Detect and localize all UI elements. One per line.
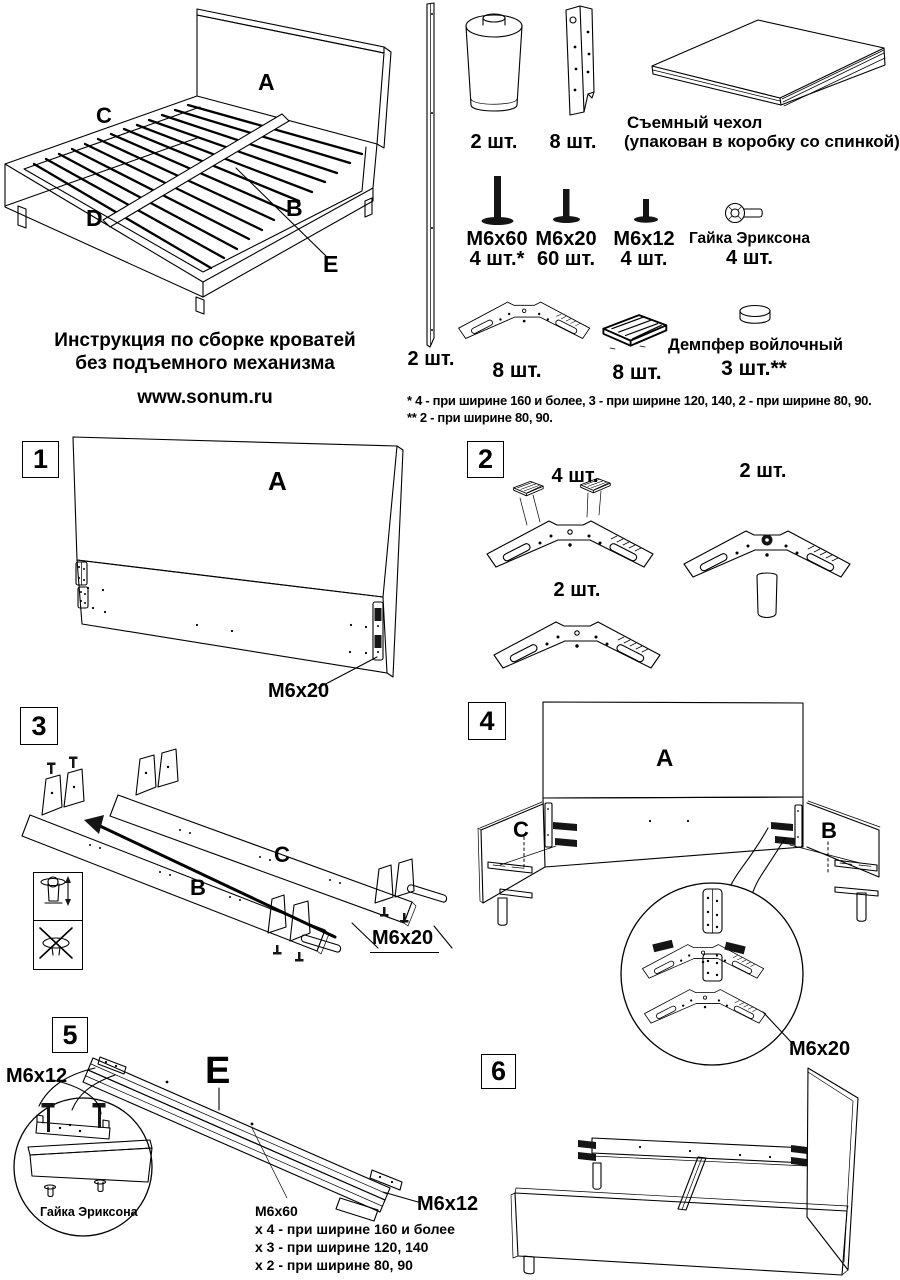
side-rail-qty: 2 шт. [407, 348, 455, 370]
velcro-pad-qty: 8 шт. [612, 361, 662, 384]
step-6-drawing [460, 1060, 900, 1280]
plate-with-leg [684, 531, 850, 618]
rail-c-leg-assembly [375, 859, 447, 923]
step-3-label-b: B [190, 875, 206, 900]
step-1-drawing [55, 430, 415, 698]
step-4-screw-label: M6x20 [789, 1038, 851, 1060]
gusset-plate-qty: 8 шт. [492, 359, 542, 382]
m6x12-right-leader [383, 1192, 418, 1202]
page-title-line2: без подъемного механизма [75, 353, 335, 374]
corner-bracket-qty: 8 шт. [549, 131, 597, 153]
step-2-leg-plate-qty: 2 шт. [739, 460, 787, 482]
step-4-drawing [460, 695, 900, 1073]
felt-damper-name: Демпфер войлочный [668, 336, 844, 354]
erikson-nut-icon [724, 202, 770, 226]
step-6-number: 6 [490, 1056, 507, 1086]
step-5-m6x60-line3: x 2 - при ширине 80, 90 [255, 1257, 413, 1273]
leg-forbidden-cell [34, 921, 82, 968]
headboard-drawing [543, 702, 803, 867]
step-1-screw-label: M6x20 [268, 680, 330, 702]
step-4-label-b: B [821, 818, 837, 843]
rail-c-end-plates [136, 749, 178, 795]
cover-note: (упакован в коробку со спинкой) [624, 132, 900, 151]
cover-title: Съемный чехол [627, 113, 763, 132]
felt-damper-qty: 3 шт.** [721, 357, 787, 380]
screw-m6x12-icon [632, 196, 664, 230]
step-1-box [22, 441, 59, 478]
footnote-2: ** 2 - при ширине 80, 90. [407, 410, 553, 425]
overview-label-d: D [86, 205, 103, 231]
step-5-screw-right-label: M6x12 [417, 1193, 479, 1215]
plate-alone [494, 622, 660, 668]
page-title-line1: Инструкция по сборке кроватей [54, 330, 356, 351]
step-5-m6x60-title: M6x60 [255, 1203, 298, 1219]
step-5-label-e: E [205, 1050, 231, 1092]
step-4-label-a: A [656, 745, 674, 772]
rail-b-end-plates [42, 757, 84, 816]
screw-holes [87, 587, 367, 654]
step-2-number: 2 [477, 444, 494, 474]
step-2-plate-qty: 2 шт. [553, 579, 601, 601]
step-2-pads-qty: 4 шт. [551, 465, 599, 487]
screw-m6x20-name: M6x20 [535, 228, 597, 250]
leg-forbidden-icon [34, 921, 80, 966]
step-3-number: 3 [31, 710, 47, 741]
assembly-arrow [84, 815, 335, 937]
step-5-screw-left-label: M6x12 [6, 1065, 68, 1087]
screw-m6x60-icon [478, 172, 518, 230]
plate-with-pads [487, 478, 653, 567]
leg-adjust-cell [34, 873, 82, 921]
footnote-1: * 4 - при ширине 160 и более, 3 - при ширине 120, 140, 2 - при ширине 80, 90. [407, 393, 872, 408]
overview-label-a: A [258, 69, 275, 95]
screw-m6x12-qty: 4 шт. [620, 248, 668, 270]
screw-m6x60-name: M6x60 [466, 228, 528, 250]
erikson-nut-name: Гайка Эриксона [688, 230, 811, 247]
step-5-m6x60-line2: x 3 - при ширине 120, 140 [255, 1239, 429, 1255]
leg-part-icon [462, 6, 526, 128]
screw-m6x12-name: M6x12 [613, 228, 675, 250]
headboard-drawing [807, 1068, 858, 1270]
screw-m6x20-icon [550, 186, 586, 230]
step-3-screw-label: M6x20 [370, 928, 439, 953]
step-1-number: 1 [32, 444, 49, 474]
headboard-drawing [197, 9, 391, 148]
step-4-label-c: C [513, 817, 529, 842]
cover-part-icon [640, 8, 890, 118]
website-link: www.sonum.ru [137, 387, 273, 408]
bed-overview-drawing [0, 0, 420, 318]
right-hinges [771, 805, 802, 847]
overview-label-e: E [323, 251, 339, 277]
step-2-drawing [460, 455, 900, 690]
corner-bracket-part-icon [544, 2, 602, 124]
leg-qty: 2 шт. [470, 131, 518, 153]
erikson-nuts [45, 1180, 106, 1197]
screw-m6x60-qty: 4 шт.* [469, 248, 525, 270]
step-1-label-a: A [268, 466, 287, 496]
hinge-brackets [76, 562, 383, 660]
front-panel [511, 1188, 848, 1275]
step-4-number: 4 [479, 705, 495, 736]
erikson-nut-qty: 4 шт. [726, 247, 773, 269]
step-5-nut-label: Гайка Эриксона [40, 1205, 138, 1219]
overview-label-c: C [96, 103, 112, 128]
step-3-label-c: C [274, 842, 290, 867]
velcro-pad-part-icon [598, 308, 674, 350]
screw-m6x20-qty: 60 шт. [536, 248, 596, 270]
left-hinges [545, 803, 577, 847]
step-5-number: 5 [62, 1019, 78, 1050]
m6x60-leader [252, 1128, 287, 1198]
magnifier [621, 828, 803, 1065]
step-3-note-box [33, 872, 83, 970]
side-rail-part-icon [408, 0, 458, 352]
beam-e-drawing [83, 1057, 402, 1221]
step-5-m6x60-line1: x 4 - при ширине 160 и более [255, 1221, 455, 1237]
rail-b-leg-assembly [268, 895, 341, 962]
overview-label-b: B [286, 195, 303, 221]
step-3-box [20, 707, 58, 745]
felt-damper-icon [736, 302, 776, 330]
leg-adjust-icon [34, 873, 80, 918]
gusset-plate-part-icon [456, 283, 592, 355]
